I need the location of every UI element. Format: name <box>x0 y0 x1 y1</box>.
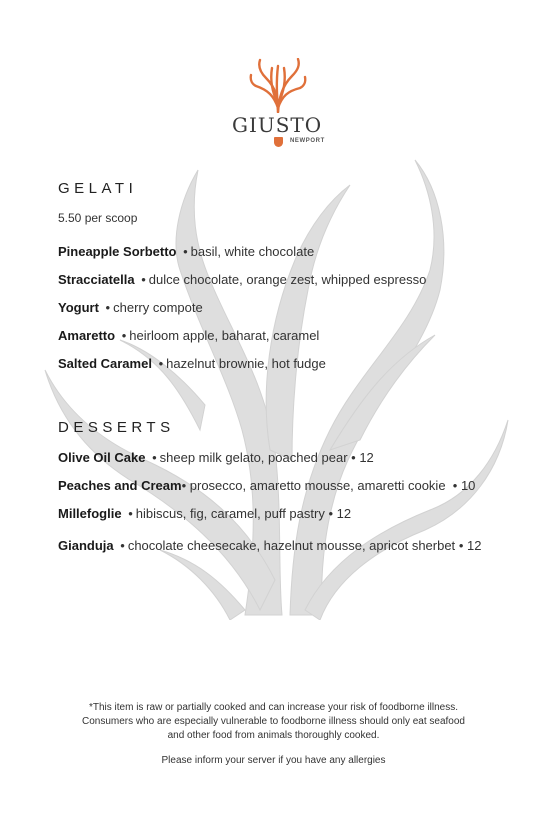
item-description: prosecco, amaretto mousse, amaretti cookie <box>189 478 446 493</box>
item-price: • 10 <box>449 478 476 493</box>
item-separator: • <box>120 538 125 553</box>
brand-badge-icon <box>274 137 283 147</box>
item-separator: • <box>128 506 133 521</box>
item-name: Amaretto <box>58 328 116 343</box>
item-description: cherry compote <box>113 300 203 315</box>
item-name: Olive Oil Cake <box>58 450 146 465</box>
menu-item <box>58 506 351 521</box>
item-name: Gianduja <box>58 538 114 553</box>
kelp-sprig-icon <box>248 58 308 113</box>
disclaimer-line: Consumers who are especially vulnerable to foodborne illness should only eat seafood <box>81 716 465 727</box>
menu-item <box>58 538 481 553</box>
gelati-section <box>58 180 528 371</box>
item-name: Millefoglie <box>58 506 122 521</box>
menu-item <box>58 272 426 287</box>
menu-item <box>58 244 314 259</box>
item-separator: • <box>121 328 127 343</box>
menu-item <box>58 450 374 465</box>
item-description: chocolate cheesecake, hazelnut mousse, apricot sherbet <box>127 538 456 553</box>
item-name: Peaches and Cream <box>58 478 182 493</box>
brand-location: NEWPORT <box>290 138 325 144</box>
allergy-disclaimer <box>40 701 507 743</box>
desserts-section <box>58 419 528 553</box>
item-description: dulce chocolate, orange zest, whipped espresso <box>148 272 427 287</box>
item-name: Yogurt <box>58 300 99 315</box>
item-description: hibiscus, fig, caramel, puff pastry <box>135 506 325 521</box>
brand-logo <box>226 58 336 153</box>
item-separator: • <box>158 356 164 371</box>
item-separator: • <box>183 244 188 259</box>
item-name: Salted Caramel <box>58 356 152 371</box>
gelati-price-note: 5.50 per scoop <box>58 211 138 225</box>
item-separator: • <box>141 272 146 287</box>
item-name: Pineapple Sorbetto <box>58 244 177 259</box>
item-description: hazelnut brownie, hot fudge <box>166 356 326 371</box>
item-name: Stracciatella <box>58 272 135 287</box>
disclaimer-line: and other food from animals thoroughly cooked. <box>167 730 380 741</box>
menu-item <box>58 478 475 493</box>
allergy-note: Please inform your server if you have any allergies <box>161 755 386 766</box>
item-description: sheep milk gelato, poached pear <box>159 450 348 465</box>
item-description: heirloom apple, baharat, caramel <box>129 328 320 343</box>
item-description: basil, white chocolate <box>190 244 315 259</box>
item-separator: • <box>152 450 157 465</box>
desserts-title: DESSERTS <box>58 419 175 436</box>
menu-item <box>58 328 319 343</box>
gelati-title: GELATI <box>58 180 138 197</box>
brand-name: GIUSTO <box>232 113 323 137</box>
item-separator: • <box>105 300 111 315</box>
menu-item <box>58 300 203 315</box>
item-price: • 12 <box>328 506 352 521</box>
item-separator: • <box>181 478 187 493</box>
item-price: • 12 <box>458 538 482 553</box>
disclaimer-line: *This item is raw or partially cooked and can increase your risk of foodborne illness. <box>88 702 459 713</box>
menu-item <box>58 356 326 371</box>
item-price: • 12 <box>351 450 374 465</box>
